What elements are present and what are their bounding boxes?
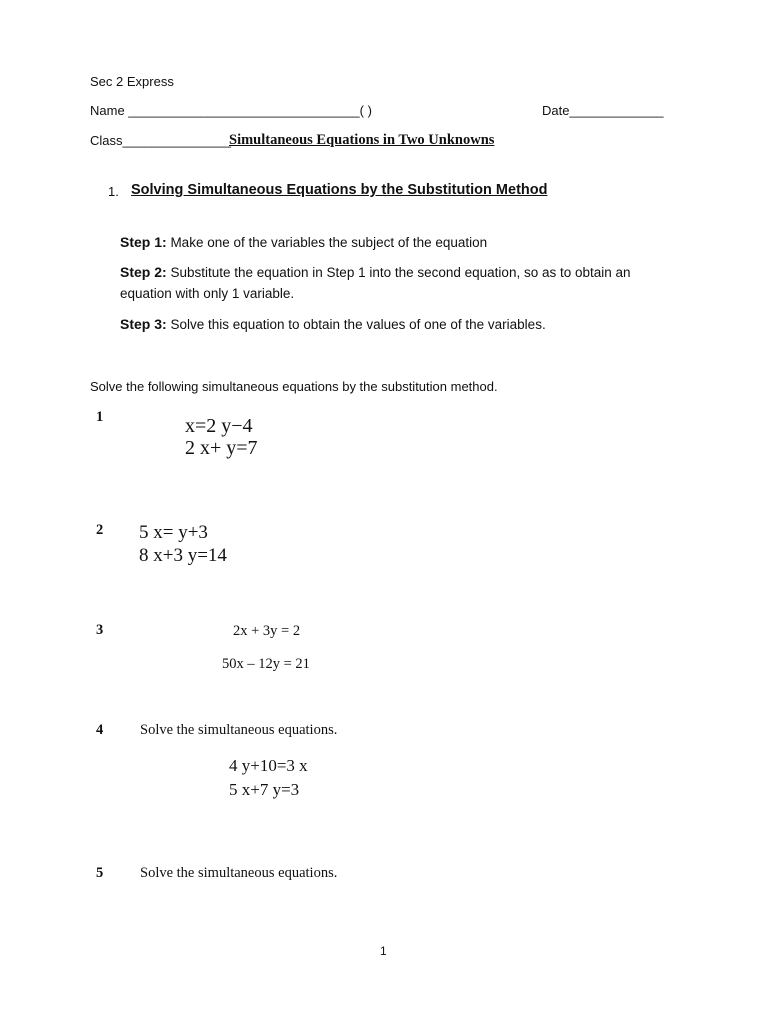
instruction-text: Solve the following simultaneous equations by the substitution method. xyxy=(90,379,498,394)
step-2 xyxy=(120,262,650,304)
step-1 xyxy=(120,232,650,253)
page-number: 1 xyxy=(380,944,387,958)
equation: 2 x+ y=7 xyxy=(185,437,258,459)
question-number: 5 xyxy=(96,865,104,881)
step-label: Step 3: xyxy=(120,316,167,332)
step-3 xyxy=(120,314,650,335)
date-field: Date_____________ xyxy=(542,103,664,118)
step-text: Substitute the equation in Step 1 into the second equation, so as to obtain an equation with only 1 variable. xyxy=(120,265,631,301)
name-field: Name ________________________________( ) xyxy=(90,103,372,118)
equation: 5 x= y+3 xyxy=(139,522,208,543)
equation: 2x + 3y = 2 xyxy=(233,623,301,639)
equation: 4 y+10=3 x xyxy=(229,756,308,775)
equation: x=2 y−4 xyxy=(185,415,253,437)
question-number: 4 xyxy=(96,722,104,738)
question-prompt: Solve the simultaneous equations. xyxy=(140,722,338,738)
class-level: Sec 2 Express xyxy=(90,74,174,89)
step-label: Step 2: xyxy=(120,264,167,280)
step-text: Make one of the variables the subject of the equation xyxy=(166,235,488,250)
section-heading: Solving Simultaneous Equations by the Substitution Method xyxy=(131,182,548,198)
step-label: Step 1: xyxy=(120,234,167,250)
equation: 50x – 12y = 21 xyxy=(222,656,310,672)
question-number: 1 xyxy=(96,409,104,425)
page-title: Simultaneous Equations in Two Unknowns xyxy=(229,132,495,148)
equation: 5 x+7 y=3 xyxy=(229,780,300,799)
equation: 8 x+3 y=14 xyxy=(139,545,227,566)
question-number: 3 xyxy=(96,622,104,638)
step-text: Solve this equation to obtain the values of one of the variables. xyxy=(166,317,546,332)
question-prompt: Solve the simultaneous equations. xyxy=(140,865,338,881)
class-field: Class_______________ xyxy=(90,133,231,148)
question-number: 2 xyxy=(96,522,104,538)
section-number: 1. xyxy=(108,184,119,199)
